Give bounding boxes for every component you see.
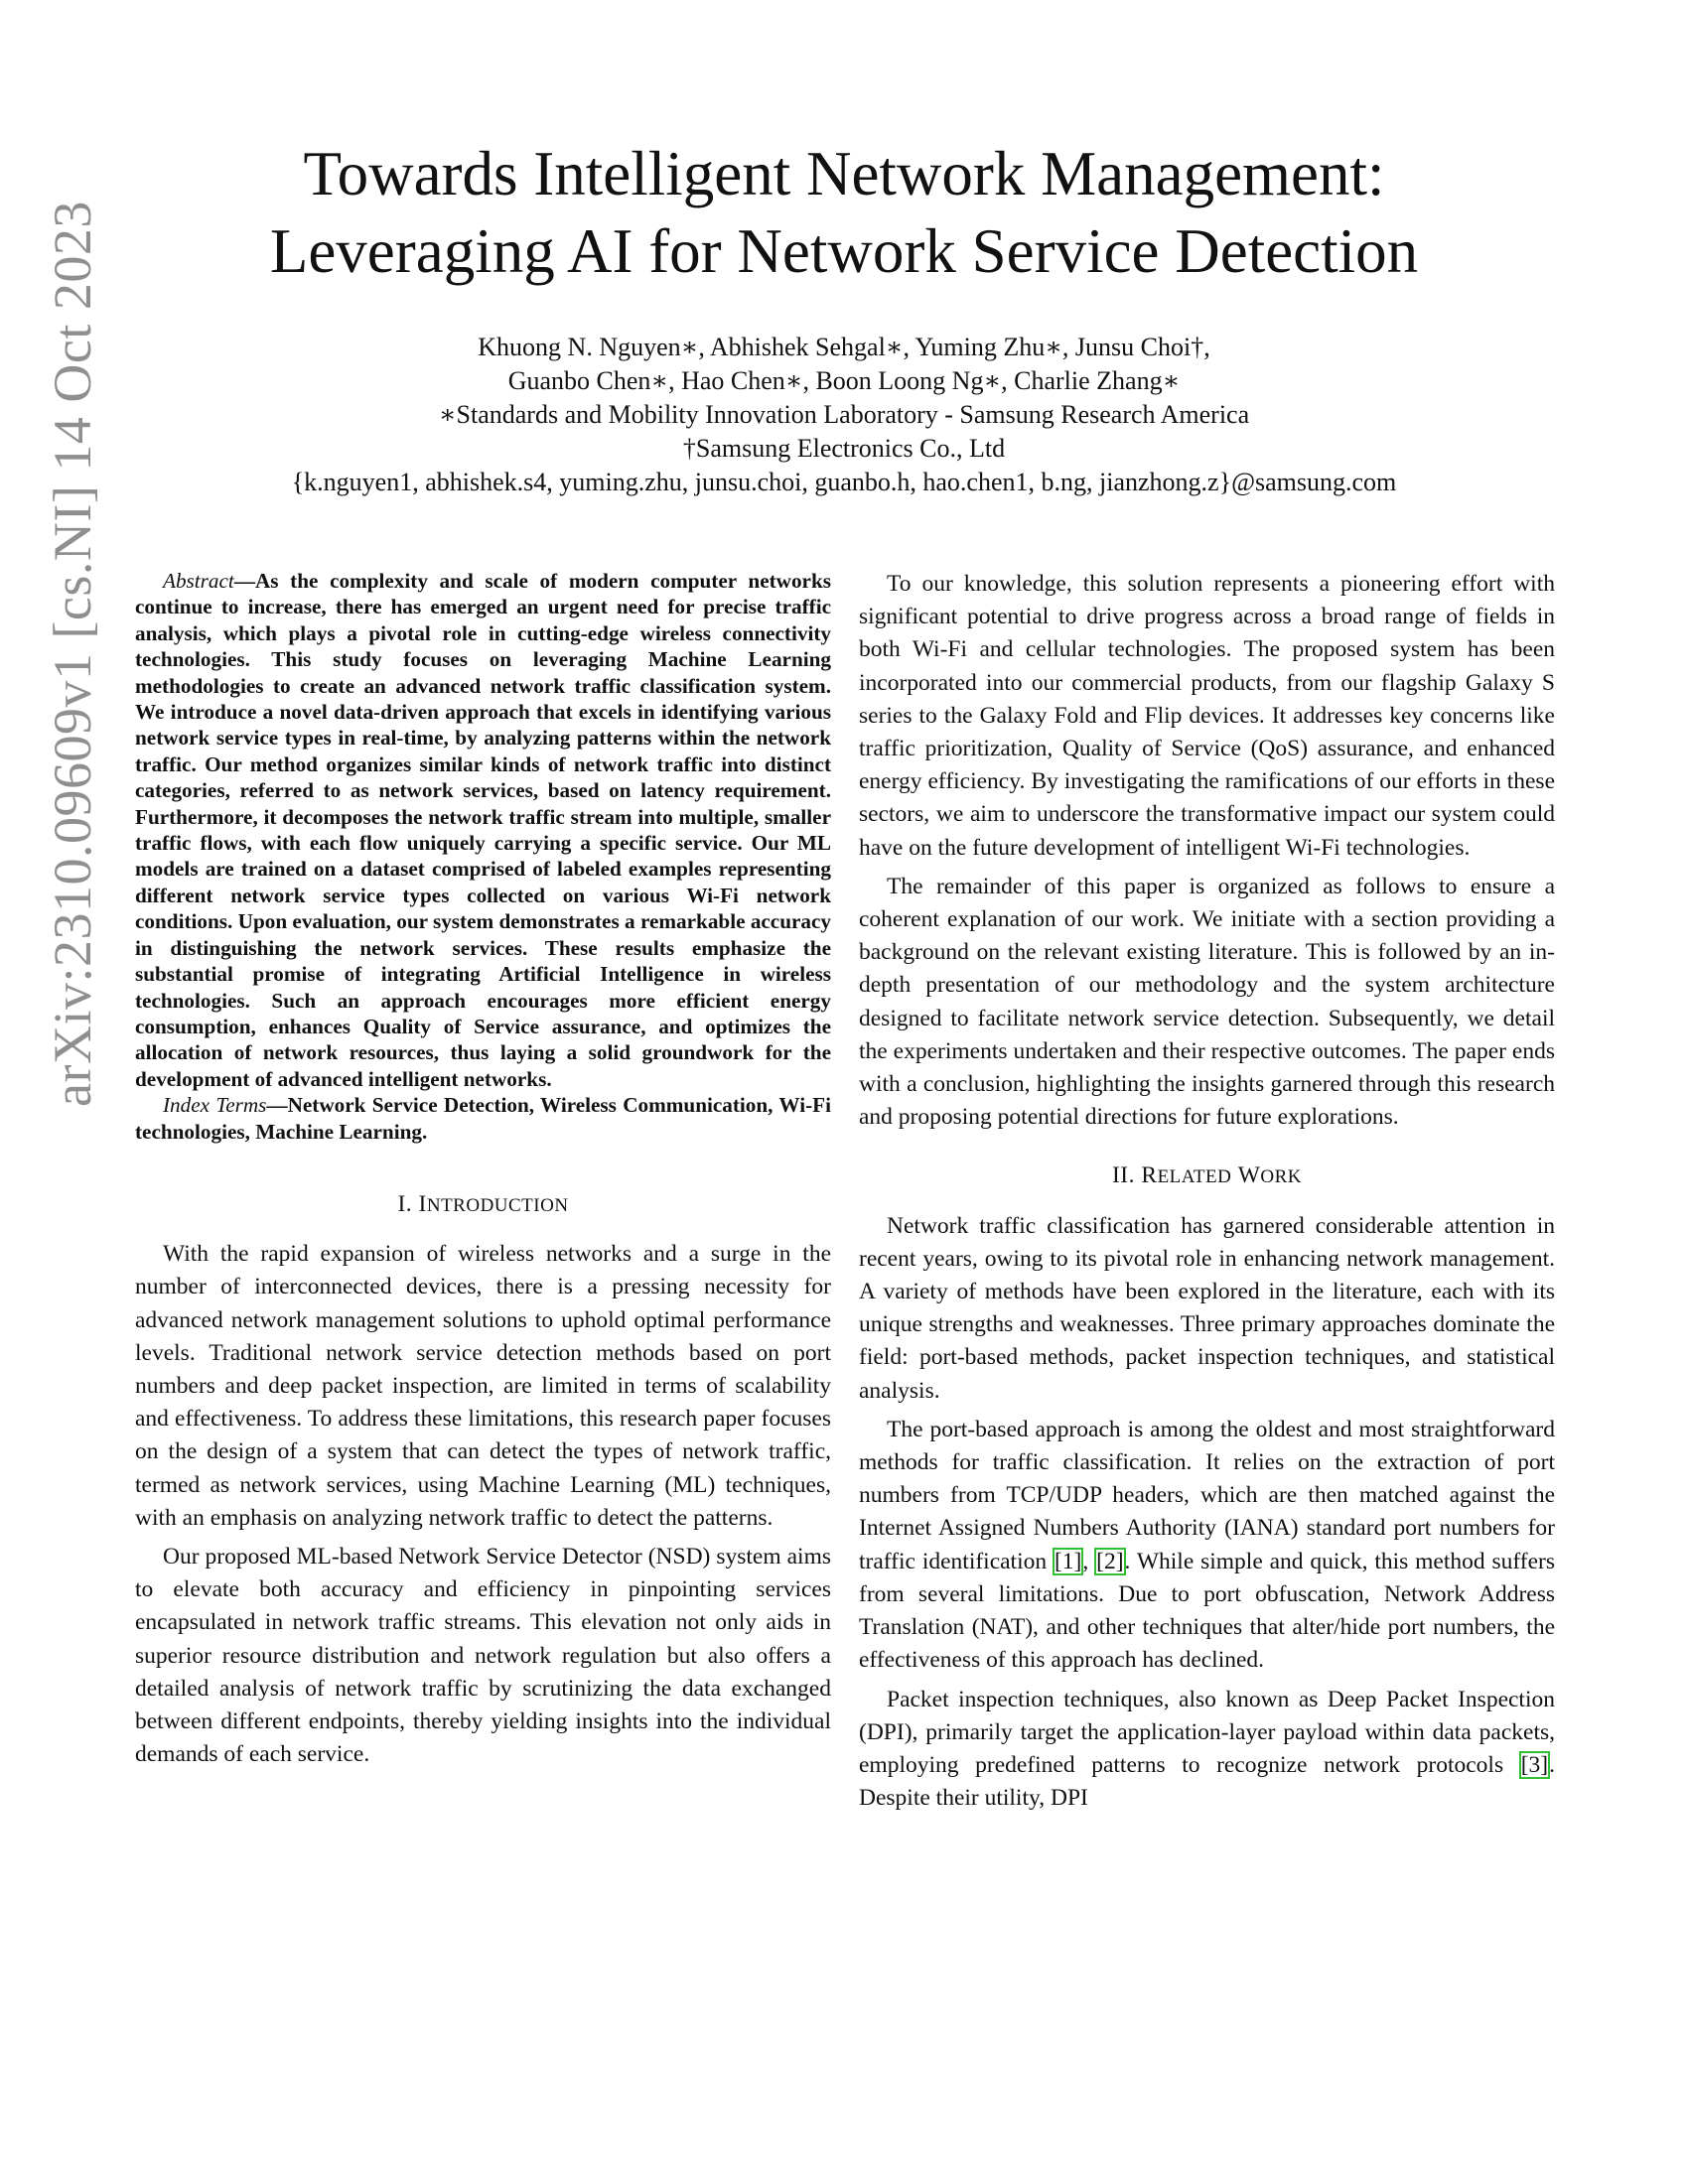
section-heading-introduction: I. INTRODUCTION — [397, 1190, 569, 1217]
authors-line-1: Khuong N. Nguyen∗, Abhishek Sehgal∗, Yuming Zhu∗, Junsu Choi†, — [478, 333, 1210, 361]
right-paragraph-2: The remainder of this paper is organized as follows to ensure a coherent explanation of our work. We initiate with a section providing a background on the relevant existing literature. This is followed by an in-depth presentation of our methodology and the system architecture designed to facilitate network service detection. Subsequently, we detail the experiments undertaken and their respective outcomes. The paper ends with a conclusion, highlighting the insights garnered through this research and proposing potential directions for future explorations. — [859, 873, 1555, 1131]
citation-link-3[interactable]: [3] — [1520, 1751, 1549, 1778]
citation-link-1[interactable]: [1] — [1054, 1548, 1082, 1574]
right-paragraph-1: To our knowledge, this solution represents a pioneering effort with significant potential to drive progress across a broad range of fields in both Wi-Fi and cellular technologies. The proposed system has been incorporated into our commercial products, from our flagship Galaxy S series to the Galaxy Fold and Flip devices. It addresses key concerns like traffic prioritization, Quality of Service (QoS) assurance, and enhanced energy efficiency. By investigating the ramifications of our efforts in these sectors, we aim to underscore the transformative impact our system could have on the future development of intelligent Wi-Fi technologies. — [859, 571, 1555, 861]
index-terms-text: Network Service Detection, Wireless Communication, Wi-Fi technologies, Machine Learning. — [135, 1093, 831, 1144]
index-terms-label: Index Terms — [163, 1093, 267, 1118]
section-heading-related-work: II. RELATED WORK — [1111, 1162, 1303, 1189]
title-line-1: Towards Intelligent Network Management: — [303, 139, 1385, 208]
title-line-2: Leveraging AI for Network Service Detection — [269, 216, 1419, 286]
intro-paragraph-1: With the rapid expansion of wireless networks and a surge in the number of interconnected devices, there is a pressing necessity for advanced network management solutions to uphold optimal performance levels. Traditional network service detection methods based on port numbers and deep packet inspection, are limited in terms of scalability and effectiveness. To address these limitations, this research paper focuses on the design of a system that can detect the types of network traffic, termed as network services, using Machine Learning (ML) techniques, with an emphasis on analyzing network traffic to detect the patterns. — [135, 1241, 831, 1531]
author-block — [149, 331, 1539, 499]
author-emails: {k.nguyen1, abhishek.s4, yuming.zhu, junsu.choi, guanbo.h, hao.chen1, b.ng, jianzhong.z}@samsung.com — [291, 468, 1397, 496]
related-paragraph-2: The port-based approach is among the oldest and most straightforward methods for traffic classification. It relies on the extraction of port numbers from TCP/UDP headers, which are then matched against the Internet Assigned Numbers Authority (IANA) standard port numbers for traffic identification [1], [2]. While simple and quick, this method suffers from several limitations. Due to port obfuscation, Network Address Translation (NAT), and other techniques that alter/hide port numbers, the effectiveness of this approach has declined. — [859, 1416, 1556, 1674]
citation-link-2[interactable]: [2] — [1096, 1548, 1124, 1574]
affiliation-1: ∗Standards and Mobility Innovation Laboratory - Samsung Research America — [438, 400, 1250, 429]
abstract-text: As the complexity and scale of modern computer networks continue to increase, there has emerged an urgent need for precise traffic analysis, which plays a pivotal role in cutting-edge wireless connectivity technologies. This study focuses on leveraging Machine Learning methodologies to create an advanced network traffic classification system. We introduce a novel data-driven approach that excels in identifying various network service types in real-time, by analyzing patterns within the network traffic. Our method organizes similar kinds of network traffic into distinct categories, referred to as network services, based on latency requirement. Furthermore, it decomposes the network traffic stream into multiple, smaller traffic flows, with each flow uniquely carrying a specific service. Our ML models are trained on a dataset comprised of labeled examples representing different network service types collected on various Wi-Fi network conditions. Upon evaluation, our system demonstrates a remarkable accuracy in distinguishing the network services. These results emphasize the substantial promise of integrating Artificial Intelligence in wireless technologies. Such an approach encourages more efficient energy consumption, enhances Quality of Service assurance, and optimizes the allocation of network resources, thus laying a solid groundwork for the development of advanced intelligent networks. — [135, 569, 831, 1091]
left-column — [135, 568, 831, 1777]
authors-line-2: Guanbo Chen∗, Hao Chen∗, Boon Loong Ng∗, Charlie Zhang∗ — [507, 366, 1181, 395]
intro-paragraph-2: Our proposed ML-based Network Service Detector (NSD) system aims to elevate both accuracy and efficiency in pinpointing services encapsulated in network traffic streams. This elevation not only aids in superior resource distribution and network regulation but also offers a detailed analysis of network traffic by scrutinizing the data exchanged between different endpoints, thereby yielding insights into the individual demands of each service. — [135, 1543, 831, 1768]
affiliation-2: †Samsung Electronics Co., Ltd — [682, 434, 1006, 463]
right-column — [859, 568, 1555, 1821]
related-paragraph-3: Packet inspection techniques, also known as Deep Packet Inspection (DPI), primarily target the application-layer payload within data packets, employing predefined patterns to recognize network protocols [3]. Despite their utility, DPI — [859, 1686, 1555, 1812]
index-terms: Index Terms—Network Service Detection, Wireless Communication, Wi-Fi technologies, Machine Learning. — [135, 1093, 831, 1144]
related-paragraph-1: Network traffic classification has garnered considerable attention in recent years, owing to its pivotal role in enhancing network management. A variety of methods have been explored in the literature, each with its unique strengths and weaknesses. Three primary approaches dominate the field: port-based methods, packet inspection techniques, and statistical analysis. — [859, 1212, 1555, 1404]
paper-title — [149, 135, 1539, 290]
abstract: Abstract—As the complexity and scale of modern computer networks continue to increase, there has emerged an urgent need for precise traffic analysis, which plays a pivotal role in cutting-edge wireless connectivity technologies. This study focuses on leveraging Machine Learning methodologies to create an advanced network traffic classification system. We introduce a novel data-driven approach that excels in identifying various network service types in real-time, by analyzing patterns within the network traffic. Our method organizes similar kinds of network traffic into distinct categories, referred to as network services, based on latency requirement. Furthermore, it decomposes the network traffic stream into multiple, smaller traffic flows, with each flow uniquely carrying a specific service. Our ML models are trained on a dataset comprised of labeled examples representing different network service types collected on various Wi-Fi network conditions. Upon evaluation, our system demonstrates a remarkable accuracy in distinguishing the network services. These results emphasize the substantial promise of integrating Artificial Intelligence in wireless technologies. Such an approach encourages more efficient energy consumption, enhances Quality of Service assurance, and optimizes the allocation of network resources, thus laying a solid groundwork for the development of advanced intelligent networks. — [135, 569, 831, 1091]
abstract-label: Abstract — [163, 569, 234, 593]
arxiv-identifier: arXiv:2310.09609v1 [cs.NI] 14 Oct 2023 — [43, 201, 102, 1107]
